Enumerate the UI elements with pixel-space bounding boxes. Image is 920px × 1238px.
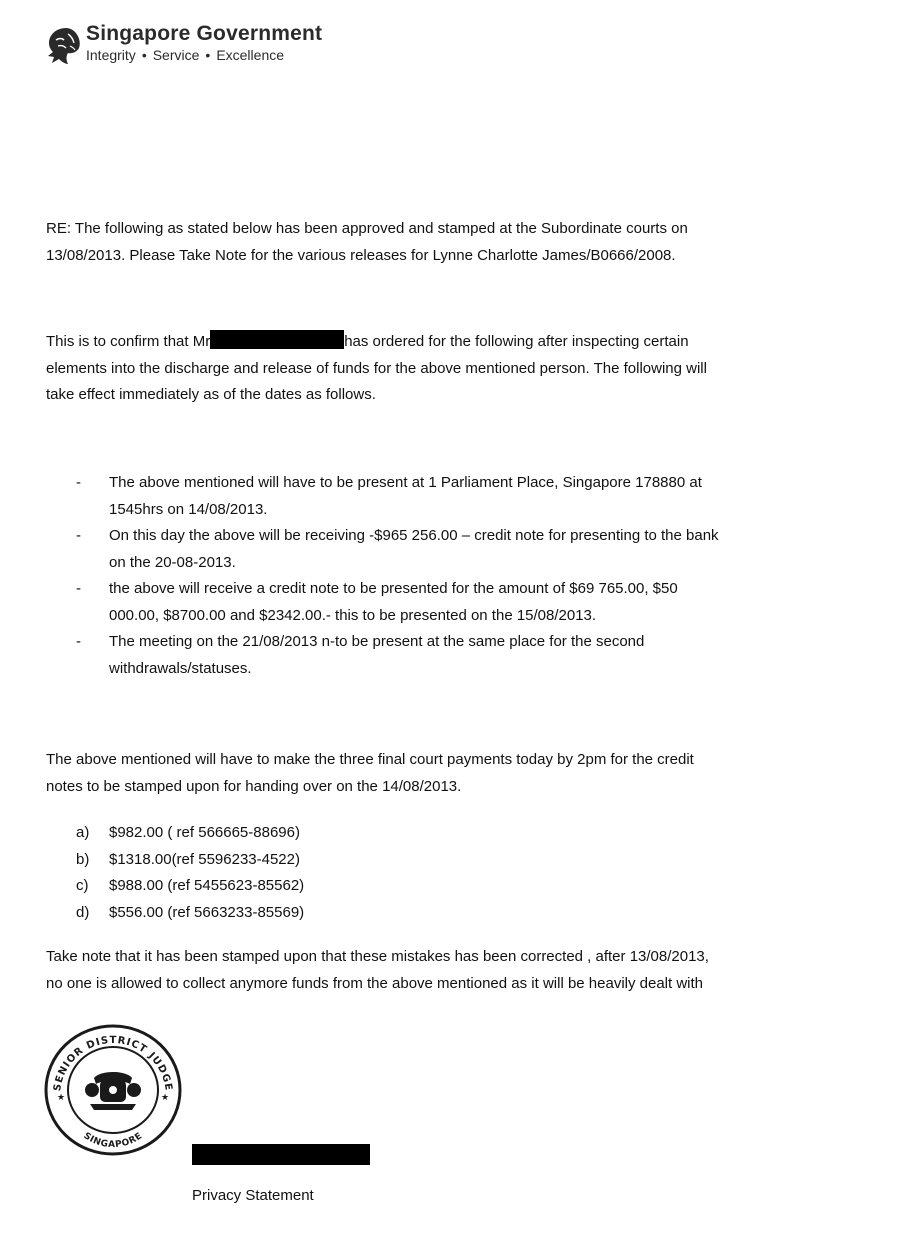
list-item: - The meeting on the 21/08/2013 n-to be present at the same place for the second withdrawals/statuses. xyxy=(76,629,866,682)
list-item: c) $988.00 (ref 5455623-85562) xyxy=(76,877,305,894)
redacted-signature xyxy=(192,1144,370,1165)
bullet-dash: - xyxy=(76,633,81,650)
confirm-paragraph xyxy=(46,329,856,409)
redacted-name xyxy=(210,330,344,349)
svg-text:★: ★ xyxy=(161,1092,170,1102)
list-item: - The above mentioned will have to be present at 1 Parliament Place, Singapore 178880 at 1545hrs on 14/08/2013. xyxy=(76,470,866,523)
privacy-statement: Privacy Statement xyxy=(192,1187,314,1204)
letterhead-title: Singapore Government xyxy=(86,22,323,45)
re-paragraph xyxy=(46,216,856,269)
confirm-line-1 xyxy=(46,329,856,356)
seal-top-text: SENIOR DISTRICT JUDGE xyxy=(52,1034,174,1093)
payments-intro-paragraph: The above mentioned will have to make the three final court payments today by 2pm for the credit notes to be stamped upon for handing over on the 14/08/2013. xyxy=(46,751,694,795)
takenote-paragraph: Take note that it has been stamped upon that these mistakes has been corrected , after 13/08/2013, no one is allowed to collect anymore funds from the above mentioned as it will be heavily dealt with xyxy=(46,948,709,992)
seal-bottom-text: SINGAPORE xyxy=(81,1131,145,1151)
bullet-dash: - xyxy=(76,527,81,544)
list-item: d) $556.00 (ref 5663233-85569) xyxy=(76,903,305,921)
re-line-1: RE: The following as stated below has been approved and stamped at the Subordinate courts on xyxy=(46,220,688,237)
confirm-line-1-end: has ordered for the following after inspecting certain xyxy=(344,333,689,350)
coat-of-arms-icon xyxy=(85,1072,141,1110)
svg-text:★: ★ xyxy=(57,1092,66,1102)
motto-service: Service xyxy=(152,47,200,63)
payments-list xyxy=(76,820,304,926)
bullet-dash: - xyxy=(76,474,81,491)
list-item: b) $1318.00(ref 5596233-4522) xyxy=(76,850,300,868)
motto-integrity: Integrity xyxy=(86,47,136,63)
re-line-2: 13/08/2013. Please Take Note for the various releases for Lynne Charlotte James/B0666/2008. xyxy=(46,246,676,264)
bullet-dash: - xyxy=(76,580,81,597)
bullet-list xyxy=(76,470,866,682)
confirm-line-1-start: This is to confirm that Mr xyxy=(46,333,211,350)
confirm-line-2: elements into the discharge and release of funds for the above mentioned person. The following will xyxy=(46,359,707,377)
confirm-line-3: take effect immediately as of the dates as follows. xyxy=(46,386,376,403)
letterhead-motto: Integrity • Service • Excellence xyxy=(86,47,285,63)
court-seal-stamp xyxy=(42,1020,184,1158)
list-item: - the above will receive a credit note to be presented for the amount of $69 765.00, $50 000.00, $8700.00 and $2342.00.- this to be presented on the 15/08/2013. xyxy=(76,576,866,629)
list-item: a) $982.00 ( ref 566665-88696) xyxy=(76,824,300,841)
motto-excellence: Excellence xyxy=(216,47,285,63)
list-item: - On this day the above will be receiving -$965 256.00 – credit note for presenting to the bank on the 20-08-2013. xyxy=(76,523,866,576)
lion-head-icon xyxy=(44,26,82,66)
